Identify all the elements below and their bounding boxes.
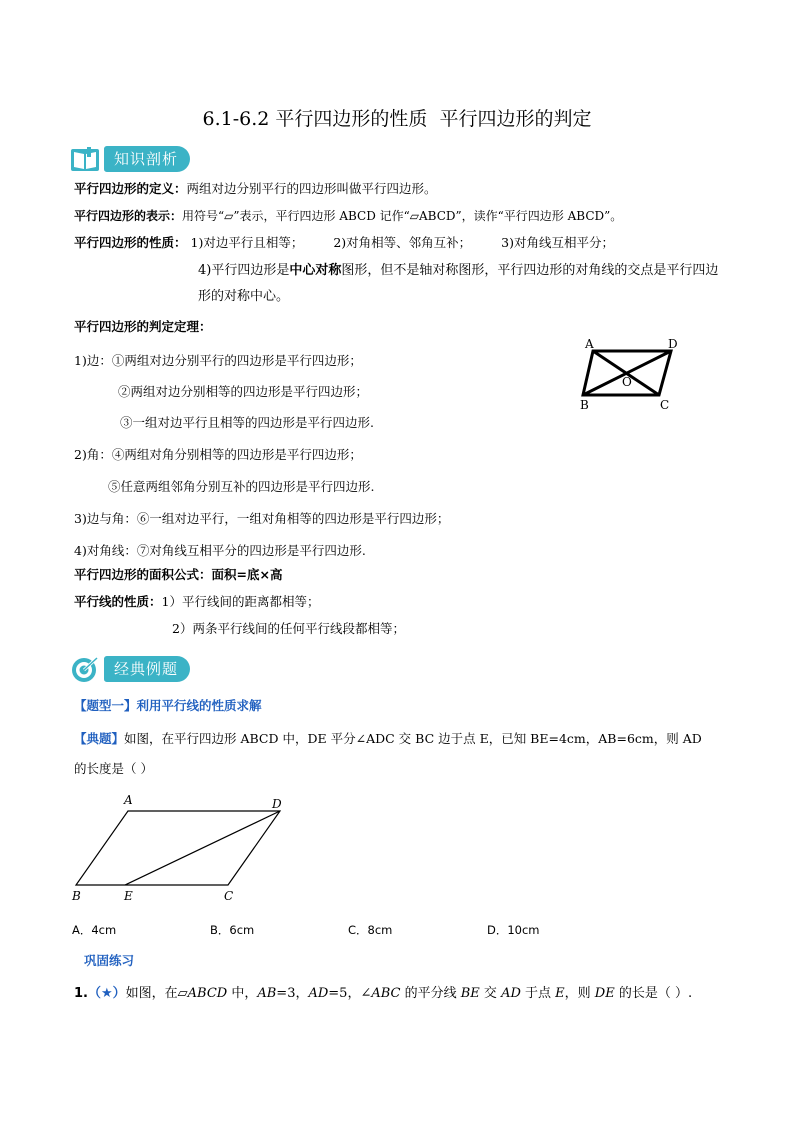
section-label: 知识剖析 — [104, 146, 190, 172]
criterion-4: 2)角：④两组对角分别相等的四边形是平行四边形； — [74, 447, 362, 462]
properties-line — [74, 234, 614, 252]
criterion-3: ③一组对边平行且相等的四边形是平行四边形. — [120, 415, 374, 430]
section-header-knowledge — [70, 145, 190, 173]
parallelogram-figure-1 — [575, 335, 685, 415]
notation-label: 平行四边形的表示： — [74, 209, 183, 223]
vertex-b-label: B — [580, 398, 589, 412]
section-header-examples — [70, 655, 190, 683]
property-4-line1: 4)平行四边形是中心对称图形，但不是轴对称图形，平行四边形的对角线的交点是平行四边 — [198, 263, 719, 278]
criterion-7: 4)对角线：⑦对角线互相平分的四边形是平行四边形. — [74, 543, 366, 558]
central-symmetry-term: 中心对称 — [289, 263, 342, 278]
option-a[interactable]: A．4cm — [72, 923, 117, 937]
option-b[interactable]: B．6cm — [210, 923, 255, 937]
difficulty-star: （★） — [87, 986, 126, 1001]
property-3: 3)对角线互相平分； — [501, 235, 614, 250]
section-label: 经典例题 — [104, 656, 190, 682]
criteria-label: 平行四边形的判定定理： — [74, 319, 212, 334]
vertex-c-label: C — [224, 889, 234, 903]
vertex-b-label: B — [72, 889, 81, 903]
target-icon — [70, 655, 100, 683]
book-icon — [70, 145, 100, 173]
criterion-5: ⑤任意两组邻角分别互补的四边形是平行四边形. — [108, 479, 375, 494]
parallelogram-outline — [76, 811, 280, 885]
question-type-heading: 【题型一】利用平行线的性质求解 — [74, 698, 262, 713]
area-formula: 平行四边形的面积公式：面积=底×高 — [74, 567, 283, 582]
option-d[interactable]: D．10cm — [487, 923, 540, 937]
vertex-d-label: D — [668, 337, 678, 351]
notation-text: 用符号“▱”表示，平行四边形 ABCD 记作“▱ABCD”，读作“平行四边形 ABCD”。 — [182, 209, 623, 223]
definition-label: 平行四边形的定义： — [74, 181, 187, 196]
practice-heading: 巩固练习 — [84, 953, 135, 968]
example-text: 如图，在平行四边形 ABCD 中，DE 平分∠ADC 交 BC 边于点 E，已知 BE=4cm，AB=6cm，则 AD — [124, 731, 702, 746]
property-2: 2)对角相等、邻角互补； — [333, 235, 472, 250]
properties-label: 平行四边形的性质： — [74, 235, 187, 250]
point-e-label: E — [124, 889, 133, 903]
parallelogram-figure-2 — [68, 790, 293, 908]
vertex-c-label: C — [660, 398, 670, 412]
parallel-property-2: 2）两条平行线间的任何平行线段都相等； — [172, 621, 405, 636]
example-question-line2: 的长度是（ ） — [74, 761, 153, 776]
definition-text: 两组对边分别平行的四边形叫做平行四边形。 — [186, 181, 437, 196]
example-tag: 【典题】 — [74, 731, 125, 746]
notation-line — [74, 207, 622, 225]
parallel-property-1: 1）平行线间的距离都相等； — [161, 594, 320, 609]
vertex-a-label: A — [124, 793, 133, 807]
option-c[interactable]: C．8cm — [348, 923, 393, 937]
vertex-d-label: D — [272, 797, 282, 811]
criterion-6: 3)边与角：⑥一组对边平行，一组对角相等的四边形是平行四边形； — [74, 511, 450, 526]
criterion-2: ②两组对边分别相等的四边形是平行四边形； — [118, 384, 369, 399]
criterion-1: 1)边：①两组对边分别平行的四边形是平行四边形； — [74, 353, 362, 368]
page-title: 6.1-6.2 平行四边形的性质 平行四边形的判定 — [202, 108, 592, 130]
property-1: 1)对边平行且相等； — [190, 235, 304, 250]
vertex-a-label: A — [585, 337, 594, 351]
example-question-line1 — [74, 730, 702, 748]
practice-question-1: 1.（★）如图，在▱ABCD 中，AB=3，AD=5，∠ABC 的平分线 BE 交 AD 于点 E，则 DE 的长是（ ）. — [74, 986, 693, 1001]
question-number: 1. — [74, 986, 88, 1001]
definition-line — [74, 180, 437, 198]
parallel-properties-line1 — [74, 593, 319, 611]
center-o-label: O — [622, 375, 632, 389]
property-4-line2: 形的对称中心。 — [198, 289, 290, 304]
segment-de — [125, 811, 280, 885]
parallel-properties-label: 平行线的性质： — [74, 594, 162, 609]
